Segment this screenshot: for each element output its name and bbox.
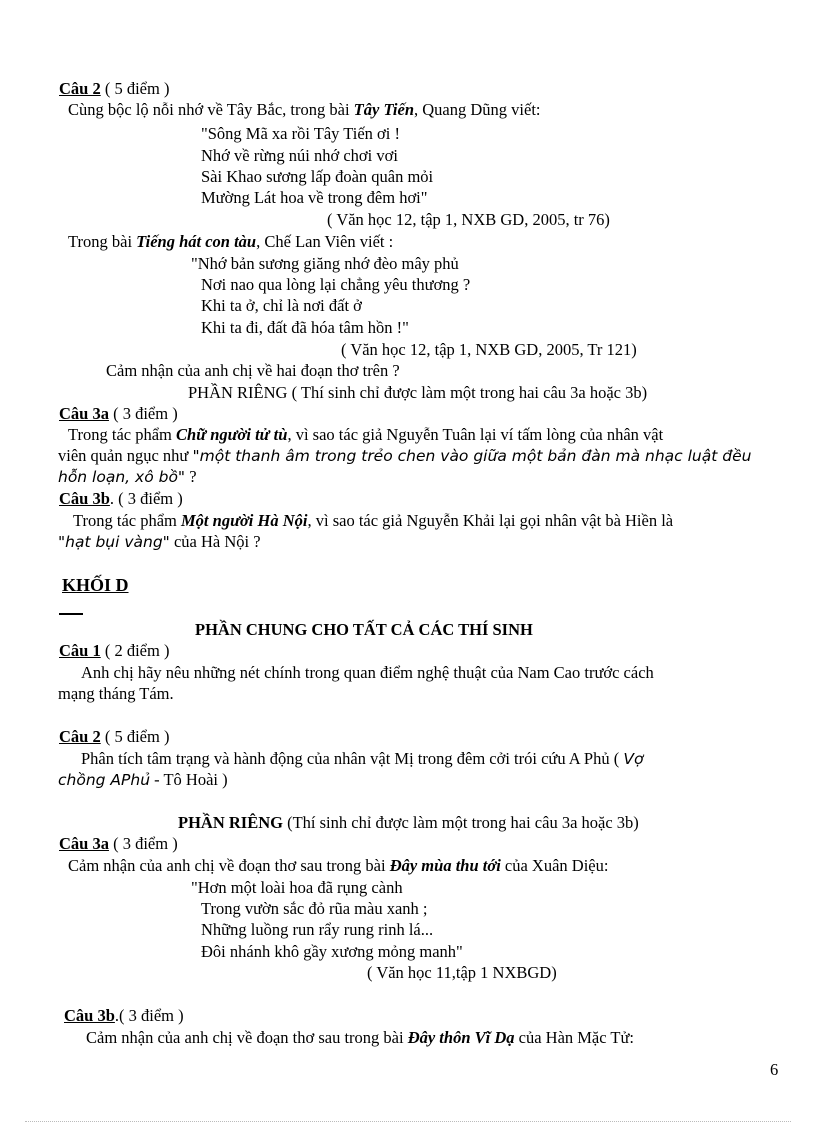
poem2-line-2: Nơi nao qua lòng lại chẳng yêu thương ? bbox=[201, 275, 471, 294]
d-phan-rieng-bold: PHẦN RIÊNG bbox=[178, 813, 283, 832]
page-bottom-edge bbox=[25, 1121, 791, 1122]
c-cau2-title: Câu 2 bbox=[59, 79, 101, 98]
c-cau3a-line1-pre: Trong tác phẩm bbox=[68, 425, 177, 444]
d-cau2-line1-pre: Phân tích tâm trạng và hành động của nhân vật Mị trong đêm cởi trói cứu A Phủ ( bbox=[81, 749, 624, 768]
d-cau2-work-part-2: chồng APhủ bbox=[58, 771, 151, 789]
d-poem-line-3: Những luồng run rẩy rung rinh lá... bbox=[201, 920, 434, 939]
poem1-line-1: "Sông Mã xa rồi Tây Tiến ơi ! bbox=[201, 124, 400, 143]
c-cau3a-line-2 bbox=[58, 446, 751, 466]
poem1-line-3: Sài Khao sương lấp đoàn quân mỏi bbox=[201, 167, 434, 186]
d-poem-line-2: Trong vườn sắc đỏ rũa màu xanh ; bbox=[201, 899, 428, 918]
c-cau3b-header bbox=[59, 489, 183, 509]
d-cau3b-intro-post: của Hàn Mặc Tử: bbox=[514, 1028, 635, 1047]
poem2-line-1: "Nhớ bản sương giăng nhớ đèo mây phủ bbox=[191, 254, 459, 273]
d-phan-rieng-rest: (Thí sinh chỉ được làm một trong hai câu 3a hoặc 3b) bbox=[282, 813, 639, 832]
c-phan-rieng: PHẦN RIÊNG ( Thí sinh chỉ được làm một trong hai câu 3a hoặc 3b) bbox=[188, 383, 648, 402]
d-cau2-line2-post: - Tô Hoài ) bbox=[150, 770, 228, 789]
d-cau3b-intro-pre: Cảm nhận của anh chị về đoạn thơ sau trong bài bbox=[86, 1028, 408, 1047]
c-cau2-points: ( 5 điểm ) bbox=[100, 79, 170, 98]
poem1-line-4: Mường Lát hoa về trong đêm hơi" bbox=[201, 188, 428, 207]
d-cau3a-intro bbox=[68, 856, 608, 876]
d-poem-source: ( Văn học 11,tập 1 NXBGD) bbox=[367, 963, 557, 982]
d-cau2-line-2 bbox=[58, 770, 228, 790]
c-cau3b-title: Câu 3b bbox=[59, 489, 110, 508]
d-cau1-title: Câu 1 bbox=[59, 641, 101, 660]
d-cau3a-intro-post: của Xuân Diệu: bbox=[500, 856, 609, 875]
poem1-source: ( Văn học 12, tập 1, NXB GD, 2005, tr 76) bbox=[327, 210, 610, 229]
c-cau3a-work-title: Chữ người tử tù bbox=[176, 425, 288, 444]
c-cau3a-quote-1: "một thanh âm trong trẻo chen vào giữa một bản đàn mà nhạc luật đều bbox=[192, 447, 752, 465]
c-cau2-question: Cảm nhận của anh chị về hai đoạn thơ trên ? bbox=[106, 361, 400, 380]
d-poem-line-1: "Hơn một loài hoa đã rụng cành bbox=[191, 878, 403, 897]
c-cau3b-line-1 bbox=[73, 511, 673, 531]
d-cau3b-work-title: Đây thôn Vĩ Dạ bbox=[407, 1028, 515, 1047]
c-cau2-intro2-text: Trong bài bbox=[68, 232, 137, 251]
c-cau2-intro2-author: , Chế Lan Viên viết : bbox=[256, 232, 394, 251]
d-cau3a-points: ( 3 điểm ) bbox=[108, 834, 178, 853]
c-cau2-work-title: Tây Tiến bbox=[353, 100, 414, 119]
page-number: 6 bbox=[770, 1060, 779, 1079]
d-cau1-line-1: Anh chị hãy nêu những nét chính trong quan điểm nghệ thuật của Nam Cao trước cách bbox=[81, 663, 654, 682]
d-cau3a-header bbox=[59, 834, 178, 854]
section-rule bbox=[59, 613, 83, 615]
c-cau2-intro-text: Cùng bộc lộ nỗi nhớ về Tây Bắc, trong bài bbox=[68, 100, 354, 119]
d-cau1-points: ( 2 điểm ) bbox=[100, 641, 170, 660]
c-cau3a-line1-post: , vì sao tác giả Nguyễn Tuân lại ví tấm lòng của nhân vật bbox=[287, 425, 664, 444]
c-cau3b-line1-post: , vì sao tác giả Nguyễn Khải lại gọi nhân vật bà Hiền là bbox=[307, 511, 674, 530]
d-cau3a-work-title: Đây mùa thu tới bbox=[389, 856, 501, 875]
d-phan-rieng bbox=[178, 813, 639, 833]
d-phan-chung: PHẦN CHUNG CHO TẤT CẢ CÁC THÍ SINH bbox=[195, 620, 533, 639]
poem1-line-2: Nhớ về rừng núi nhớ chơi vơi bbox=[201, 146, 398, 165]
c-cau3a-quote-2: hỗn loạn, xô bồ" bbox=[58, 468, 186, 486]
c-cau3a-points: ( 3 điểm ) bbox=[108, 404, 178, 423]
d-cau2-work-part-1: Vợ bbox=[623, 750, 644, 768]
d-cau3a-title: Câu 3a bbox=[59, 834, 109, 853]
c-cau3a-title: Câu 3a bbox=[59, 404, 109, 423]
c-cau2-intro-author: , Quang Dũng viết: bbox=[414, 100, 541, 119]
d-cau1-line-2: mạng tháng Tám. bbox=[58, 684, 174, 703]
c-cau3a-line3-post: ? bbox=[185, 467, 197, 486]
d-cau2-line-1 bbox=[81, 749, 643, 769]
c-cau3b-points: . ( 3 điểm ) bbox=[109, 489, 183, 508]
poem2-line-3: Khi ta ở, chỉ là nơi đất ở bbox=[201, 296, 362, 315]
c-cau2-work2-title: Tiếng hát con tàu bbox=[136, 232, 257, 251]
d-cau3a-intro-pre: Cảm nhận của anh chị về đoạn thơ sau trong bài bbox=[68, 856, 390, 875]
poem2-source: ( Văn học 12, tập 1, NXB GD, 2005, Tr 121) bbox=[341, 340, 637, 359]
c-cau3b-quote: "hạt bụi vàng" bbox=[58, 533, 170, 551]
d-cau3b-header bbox=[64, 1006, 184, 1026]
d-cau2-header bbox=[59, 727, 169, 747]
d-cau2-points: ( 5 điểm ) bbox=[100, 727, 170, 746]
c-cau3a-line-1 bbox=[68, 425, 663, 445]
d-poem-line-4: Đôi nhánh khô gầy xương mỏng manh" bbox=[201, 942, 463, 961]
c-cau2-intro bbox=[68, 100, 540, 120]
c-cau3a-line2-pre: viên quản ngục như bbox=[58, 446, 193, 465]
khoi-d-heading: KHỐI D bbox=[62, 575, 129, 595]
c-cau3b-line2-post: của Hà Nội ? bbox=[169, 532, 261, 551]
c-cau2-intro2 bbox=[68, 232, 393, 252]
c-cau3a-header bbox=[59, 404, 178, 424]
c-cau2-header bbox=[59, 79, 169, 99]
poem2-line-4: Khi ta đi, đất đã hóa tâm hồn !" bbox=[201, 318, 409, 337]
d-cau2-title: Câu 2 bbox=[59, 727, 101, 746]
c-cau3a-line-3 bbox=[58, 467, 197, 487]
d-cau3b-title: Câu 3b bbox=[64, 1006, 115, 1025]
c-cau3b-work-title: Một người Hà Nội bbox=[181, 511, 308, 530]
d-cau3b-points: .( 3 điểm ) bbox=[114, 1006, 184, 1025]
d-cau1-header bbox=[59, 641, 169, 661]
c-cau3b-line1-pre: Trong tác phẩm bbox=[73, 511, 182, 530]
c-cau3b-line-2 bbox=[58, 532, 261, 552]
d-cau3b-intro bbox=[86, 1028, 634, 1048]
